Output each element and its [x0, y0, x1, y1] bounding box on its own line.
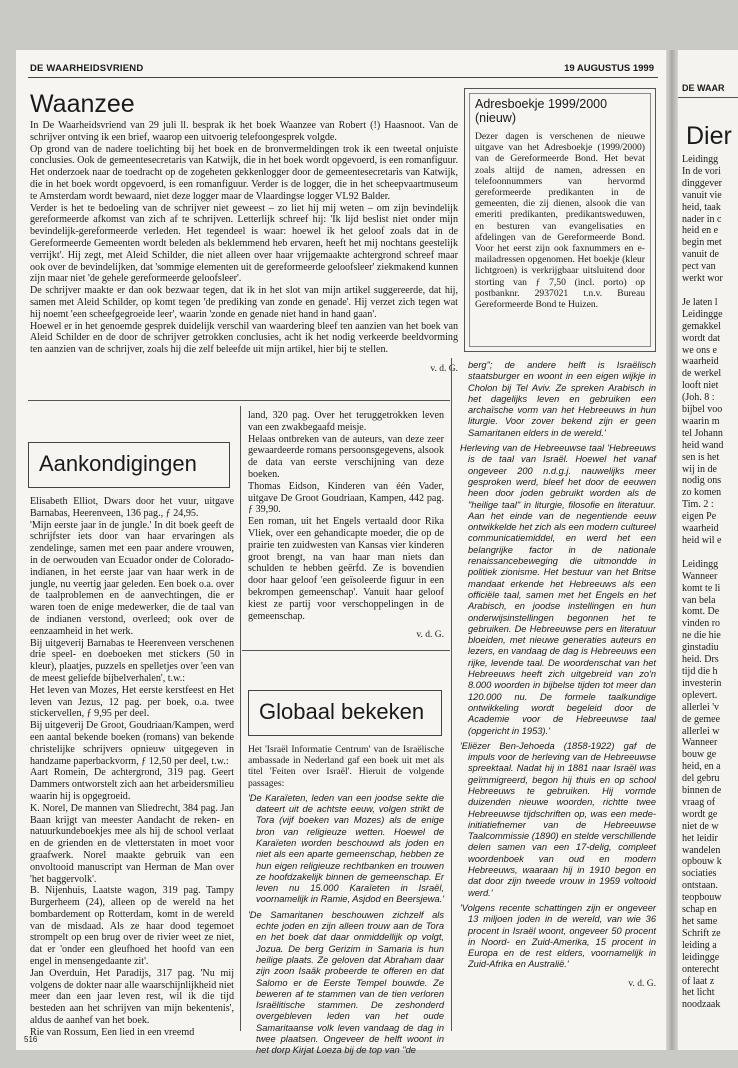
- next-page-line: ne die hie: [682, 630, 721, 642]
- globaal-bullet: 'De Samaritanen beschouwen zichzelf als echte joden en zijn alleen trouw aan de Tora en het boek dat daar onmiddellijk op volgt, Jozua. De berg Gerizim in Samaria is hun heilige plaats. Ze geloven dat Abraham daar zijn zoon Isaäk probeerde te offeren en dat Salomo er de Eerste Tempel bouwde. Ze beweren af te stammen van de tien verloren Israëlitische stammen. De zeshonderd overgebleven leden van het oude Samaritaanse volk leven vandaag de dag in twee plaatsen. Ongeveer de helft woont in het dorp Kirjat Loeza bij de top van "de: [248, 909, 444, 1056]
- announcement-paragraph: land, 320 pag. Over het teruggetrokken leven van een zwakbegaafd meisje.: [248, 410, 444, 433]
- announcement-paragraph: 'Mijn eerste jaar in de jungle.' In dit boek geeft de schrijfster iets door van haar ervaringen als zendelinge, samen met een paar andere vrouwen, in de oerwouden van Ecuador onder de Colorado-indianen, in het eerste jaar van haar werk in de jungle, nu veertig jaar geleden. Een boek o.a. over de taalproblemen en de aanvechtingen, die er waren toen de enige medewerker, die de taal van de indianen verstond, overleed; ook over de eenzaamheid in het werk.: [30, 519, 234, 637]
- announcement-paragraph: Elisabeth Elliot, Dwars door het vuur, uitgave Barnabas, Heerenveen, 136 pag., ƒ 24,95.: [30, 496, 234, 519]
- next-page-line: tel Johann: [682, 427, 723, 439]
- announcement-paragraph: Bij uitgeverij De Groot, Goudriaan/Kampen, werd een aantal bekende boeken (romans) van bekende christelijke schrijvers opnieuw uitgegeven in handzame paperbackvorm, ƒ 12,50 per deel, t.w.:: [30, 720, 234, 767]
- globaal-column-3: [460, 360, 656, 990]
- next-page-line: Leidingg: [682, 154, 719, 165]
- announcement-paragraph: Een roman, uit het Engels vertaald door Rika Vliek, over een gehandicapte moeder, die op de prairie ten zuidwesten van Kansas vier kinderen groot brengt, na van haar man niets dan schulden te hebben geërfd. Ze is bovendien door haar geloof 'een geïsoleerde figuur in een bekrompen gemeenschap'. Vanuit haar geloof kiest ze partij voor verschoppelingen in de gemeenschap.: [248, 516, 444, 622]
- next-page-line: leiding a: [682, 939, 717, 951]
- next-page-line: Leidingg: [682, 558, 719, 570]
- next-page-line: schap en: [682, 904, 717, 916]
- next-page-line: heid wil e: [682, 535, 722, 546]
- section-divider: [242, 650, 450, 651]
- next-page-line: de gemee: [682, 713, 721, 725]
- waanzee-paragraph: Op grond van de nadere toelichting bij het boek en de bronvermeldingen trok ik een tweetal onjuiste conclusies. Ook de gemeentesecretaris van Katwijk, die in het boek wordt opgevoerd, is een romanfiguur. Het onderzoek naar de toedracht op de zogeheten gekkenlogger door de gemeentesecretaris van Katwijk, die in het boek wordt opgevoerd, is een romanfiguur. Verder is de logger, die in het scheepvaartmuseum te Amsterdam wordt bewaard, niet deze logger maar de Vlaardingse logger VL92 Balder.: [30, 143, 458, 202]
- column-rule: [451, 358, 452, 1031]
- announcement-paragraph: Aart Romein, De achtergrond, 319 pag. Geert Dammers ontworstelt zich aan het arbeidersmilieu waarin hij is opgegroeid.: [30, 767, 234, 802]
- announcement-paragraph: B. Nijenhuis, Laatste wagon, 319 pag. Tampy Burgerheem (24), alleen op de wereld na het bombardement op Rotterdam, komt in de wereld van de misdaad. Als ze haar dood tegemoet strompelt op een brug over de rivier weet ze niet, dat er 'onder een gleufhoed het hoofd van een engel in mensengedaante zit'.: [30, 885, 234, 968]
- next-page-line: onterecht: [682, 963, 720, 975]
- next-page-line: (Joh. 8 :: [682, 392, 715, 404]
- next-page-line: leidingge: [682, 951, 720, 963]
- next-page-line: Leidingge: [682, 308, 723, 320]
- announcement-paragraph: Bij uitgeverij Barnabas te Heerenveen verschenen drie speel- en doeboeken met stickers (50 in kleur), plaatjes, puzzels en spelletjes over 'een van de meest geliefde bijbelverhalen', t.w.:: [30, 637, 234, 684]
- next-page-line: eigen Pe: [682, 511, 717, 523]
- newspaper-page: [16, 50, 666, 1056]
- next-page-line: Wanneer: [682, 570, 718, 582]
- aankondigingen-heading-box: [28, 442, 230, 488]
- next-page-line: pect van: [682, 261, 716, 273]
- next-page-line: werkt wor: [682, 273, 723, 285]
- globaal-continuation: berg"; de andere helft is Israëlisch staatsburger en woont in een eigen wijkje in Cholon bij Tel Aviv. Ze spreken Arabisch in het dagelijks leven en gebruiken een archaïsche vorm van het Hebreeuws in hun liturgie. Voor zover bekend zijn er geen Samaritanen elders in de wereld.': [468, 360, 656, 438]
- next-page-line: dinggever: [682, 177, 722, 189]
- next-page-header: DE WAAR: [682, 83, 725, 93]
- next-page-line: nader in c: [682, 213, 722, 225]
- globaal-heading-box: [248, 690, 442, 736]
- waanzee-paragraph: De schrijver maakte er dan ook bezwaar tegen, dat ik in het slot van mijn artikel suggereerde, dat hij, samen met Aleid Schilder, op komt tegen 'de prediking van zonde en genade'. Hij verzet zich tegen wat hij noemt 'een scheefgegroeide leer', waarin 'zonde en genade niet hand in hand gaan'.: [30, 285, 458, 320]
- next-page-line: van bela: [682, 594, 716, 606]
- next-page-line: Schrift ze: [682, 927, 721, 939]
- next-page-line: Wanneer: [682, 737, 718, 749]
- announcement-paragraph: Rie van Rossum, Een lied in een vreemd: [30, 1026, 195, 1038]
- next-page-line: zo komen: [682, 487, 722, 499]
- next-page-line: het licht: [682, 987, 715, 999]
- next-page-line: komt te li: [682, 582, 721, 594]
- globaal-signature: v. d. G.: [628, 978, 656, 989]
- next-page-line: opbouw k: [682, 856, 722, 868]
- next-page-line: ontstaan.: [682, 880, 718, 892]
- waanzee-article: [30, 120, 458, 376]
- next-page-line: In de vori: [682, 165, 721, 177]
- page-gutter: [666, 50, 678, 1050]
- issue-date: 19 AUGUSTUS 1999: [564, 63, 654, 74]
- adresboekje-title: Adresboekje 1999/2000 (nieuw): [475, 97, 608, 125]
- next-page-line: binnen de: [682, 785, 722, 797]
- next-page-line: nodig ons: [682, 475, 722, 487]
- globaal-bullet: 'Volgens recente schattingen zijn er ongeveer 13 miljoen joden in de wereld, van wie 36 procent in Israël woont, ongeveer 50 procent in Noord- en Zuid-Amerika, 15 procent in Europa en de rest elders, voornamelijk in Zuid-Afrika en Australië.': [460, 902, 656, 970]
- globaal-column-2: [248, 744, 444, 1057]
- next-page-line: begin met: [682, 237, 722, 249]
- next-page-line: [682, 547, 738, 559]
- next-page-line: gemakkel: [682, 320, 721, 332]
- next-page-line: het leidir: [682, 832, 718, 844]
- next-page-line: wij in de: [682, 463, 717, 475]
- next-page-line: allerlei w: [682, 725, 720, 737]
- adresboekje-box: [464, 88, 656, 352]
- next-page-line: Je laten l: [682, 296, 718, 308]
- next-page-line: del gebru: [682, 773, 720, 785]
- next-page-line: heid. Drs: [682, 654, 719, 666]
- page-number: 516: [24, 1035, 38, 1044]
- next-page-line: tijd die h: [682, 665, 718, 677]
- next-page-header-rule: [678, 97, 738, 98]
- globaal-title: Globaal bekeken: [259, 699, 425, 724]
- next-page-line: sociaties: [682, 868, 717, 880]
- next-page-title: Dier: [686, 122, 732, 150]
- next-page-line: sen is het: [682, 451, 720, 463]
- waanzee-paragraph: Verder is het te bedoeling van de schrijver niet geweest – zo liet hij mij weten – om zijn bevindelijk gereformeerde afkomst van zich af te schrijven. Letterlijk schreef hij: 'Ik lijd beslist niet onder mijn bevindelijk-gereformeerde verleden. Het tegendeel is waar: hoewel ik het geloof zoals dat in de Gereformeerde Gemeenten wordt beleden als beklemmend heb ervaren, heeft het mij nochtans geestelijk verrijkt'. Hij zegt, met Aleid Schilder, die niet alleen over haar vrijgemaakte achtergrond schreef maar ook over de bevindelijken, dat 'sommige elementen uit de gereformeerde geloofsleer' ziekmakend kunnen zijn maar niet 'de gehele gereformeerde geloofsleer'.: [30, 202, 458, 285]
- announcement-paragraph: Het leven van Mozes, Het eerste kerstfeest en Het leven van Jezus, 12 pag. per boek, o.a. twee stickervellen, ƒ 9,95 per deel.: [30, 684, 234, 720]
- globaal-bullet: 'Eliëzer Ben-Jehoeda (1858-1922) gaf de impuls voor de herleving van de Hebreeuwse spreektaal. Nadat hij in 1881 naar Israël was geïmmigreerd, begon hij thuis en op school Hebreeuws te gebruiken. Hij vormde duizenden nieuwe woorden, richtte twee Hebreeuwse tijdschriften op, was een mede-initiatiefnemer van de Hebreeuwse Taalcommissie (1890) en stelde verschillende delen samen van een 17-delig, compleet woordenboek van oud en modern Hebreeuws, waaraan hij in 1910 begon en dat door zijn tweede vrouw in 1959 voltooid werd.': [460, 740, 656, 898]
- next-page-line: de werkel: [682, 368, 722, 380]
- next-page-line: komt. De: [682, 606, 720, 618]
- next-page-line: ginstadiu: [682, 642, 719, 654]
- next-page-line: vanuit de: [682, 249, 719, 261]
- next-page-line: waarheid: [682, 523, 719, 535]
- next-page-line: waarheid: [682, 356, 719, 368]
- globaal-intro: Het 'Israël Informatie Centrum' van de Israëlische ambassade in Nederland gaf een boek uit met als titel 'Feiten over Israël'. Hieruit de volgende passages:: [248, 744, 444, 789]
- next-page-line: bouw ge: [682, 749, 717, 761]
- announcement-paragraph: K. Norel, De mannen van Sliedrecht, 384 pag. Jan Baan krijgt van meester Aandacht de reken- en natuurkundeboekjes mee als hij de school verlaat en de grienden en de vletterstaten in moet voor graafwerk. Norel maakte gebruik van een onvoltooid manuscript van Herman de Man over 'het baggervolk'.: [30, 802, 234, 885]
- announcement-paragraph: Thomas Eidson, Kinderen van één Vader, uitgave De Groot Goudriaan, Kampen, 442 pag. ƒ 39,90.: [248, 480, 444, 516]
- next-page-line: teopbouw: [682, 892, 722, 904]
- next-page-line: looft niet: [682, 380, 719, 392]
- next-page-edge: [678, 50, 738, 1050]
- next-page-line: heid wand: [682, 439, 724, 451]
- next-page-line: noodzaak: [682, 999, 721, 1011]
- announcement-paragraph: Helaas ontbreken van de auteurs, van deze zeer gewaardeerde romans persoonsgegevens, alsook de data van eerste verschijning van deze boeken.: [248, 433, 444, 480]
- aankondigingen-column-2: [248, 410, 444, 642]
- announcement-paragraph: Jan Overduin, Het Paradijs, 317 pag. 'Nu mij volgens de dokter naar alle waarschijnlijkheid niet meer dan een jaar leven rest, wil ik die tijd besteden aan het schrijven van mijn bekentenis', aldus de aanhef van het boek.: [30, 967, 234, 1027]
- next-page-line: vanuit vie: [682, 189, 722, 201]
- next-page-line: Tim. 2 :: [682, 499, 714, 511]
- header-rule: [28, 77, 658, 78]
- next-page-line: wandelen: [682, 844, 721, 856]
- globaal-bullet: Herleving van de Hebreeuwse taal 'Hebreeuws is de taal van Israël. Hoewel het vanaf ongeveer 200 n.d.g.j. nauwelijks meer gesproken werd, bleef het door de eeuwen heen door joden gebruikt worden als de "heilige taal" in liturgie, filosofie en literatuur. Aan het einde van de negentiende eeuw ontwikkelde het zich als een modern cultureel communicatiemiddel, en werd het een belangrijke factor in de nationale renaissancebeweging die uitmondde in politiek zionisme. Het bestuur van het Britse mandaat erkende het Hebreeuws als een officiële taal, samen met het Engels en het Arabisch, en joodse instellingen en hun onderwijsinstellingen begonnen het te gebruiken. De Hebreeuwse pers en literatuur bloeiden, met nieuwe generaties auteurs en lezers, en vandaag de dag is Hebreeuws een rijke, levende taal. De woordenschat van het Hebreeuws heeft zich uitgebreid van zo'n 8.000 woorden in bijbelse tijden tot meer dan 120.000 nu. De formele taalkundige ontwikkeling wordt begeleid door de Academie voor de Hebreeuwse taal (opgericht in 1953).': [460, 443, 656, 736]
- next-page-line: niet de w: [682, 820, 719, 832]
- next-page-line: allerlei 'v: [682, 701, 720, 713]
- next-page-line: waarin m: [682, 415, 720, 427]
- publication-name: DE WAARHEIDSVRIEND: [30, 63, 144, 74]
- next-page-line: [682, 285, 738, 297]
- waanzee-signature: v. d. G.: [430, 363, 458, 374]
- column-rule: [240, 406, 241, 1031]
- section-divider: [28, 400, 450, 401]
- next-page-line: wordt dat: [682, 332, 721, 344]
- next-page-line: bijbel voo: [682, 404, 723, 416]
- next-page-line: we ons e: [682, 344, 717, 356]
- next-page-line: vraag of: [682, 796, 716, 808]
- next-page-line: vinden ro: [682, 618, 721, 630]
- next-page-line: het same: [682, 916, 718, 927]
- next-page-text: [682, 154, 738, 1011]
- next-page-line: investerin: [682, 677, 722, 689]
- next-page-line: oplevert.: [682, 689, 718, 701]
- next-page-line: of laat z: [682, 975, 715, 987]
- next-page-line: heid en e: [682, 225, 719, 237]
- waanzee-title: Waanzee: [30, 90, 135, 118]
- next-page-line: wordt ge: [682, 808, 718, 820]
- next-page-line: heid, en a: [682, 761, 721, 773]
- waanzee-paragraph: Hoewel er in het genoemde gesprek duidelijk verschil van waardering bleef ten aanzien van het boek van Aleid Schilder en de door de schrijver getrokken conclusies, acht ik het nodig verkeerde beeldvorming ten aanzien van de schrijver, zoals hij die zelf beleefde uit mijn artikel, hier bij te stellen.: [30, 320, 458, 356]
- next-page-line: heid, taak: [682, 201, 721, 213]
- aankondigingen-signature: v. d. G.: [416, 630, 444, 641]
- waanzee-paragraph: In De Waarheidsvriend van 29 juli ll. besprak ik het boek Waanzee van Robert (!) Haasnoot. Van de schrijver ontving ik een brief, waarop een uitvoerig telefoongesprek volgde.: [30, 120, 458, 143]
- aankondigingen-title: Aankondigingen: [39, 451, 197, 476]
- aankondigingen-column-1: [30, 496, 234, 1039]
- globaal-bullet: 'De Karaïeten, leden van een joodse sekte die dateert uit de achtste eeuw, volgen strikt de Tora (vijf boeken van Mozes) als de enige bron van religieuze wetten. Hoewel de Karaïeten worden beschouwd als joden en niet als een aparte gemeenschap, hebben ze hun eigen religieuze rechtbanken en trouwen ze hoofdzakelijk binnen de gemeenschap. Er leven nu 15.000 Karaïeten in Israël, voornamelijk in Ramie, Asjdod en Beersjewa.': [248, 792, 444, 905]
- adresboekje-body: Dezer dagen is verschenen de nieuwe uitgave van het Adresboekje (1999/2000) van de Gereformeerde Bond. Het bevat zoals altijd de namen, adressen en telefoonnummers van hervormd gereformeerde predikanten in de gemeenten, die zij dienen, alsook die van emeriti predikanten, predikantsweduwen, en besturen van evangelisaties en afdelingen van de Gereformeerde Bond. Voor het eerst zijn ook faxnummers en e-mailadressen opgenomen. Het boekje (kleur lichtgroen) is verkrijgbaar uitsluitend door storting van ƒ 7,50 (incl. porto) op postbanknr. 2937021 t.n.v. Bureau Gereformeerde Bond te Huizen.: [475, 131, 645, 311]
